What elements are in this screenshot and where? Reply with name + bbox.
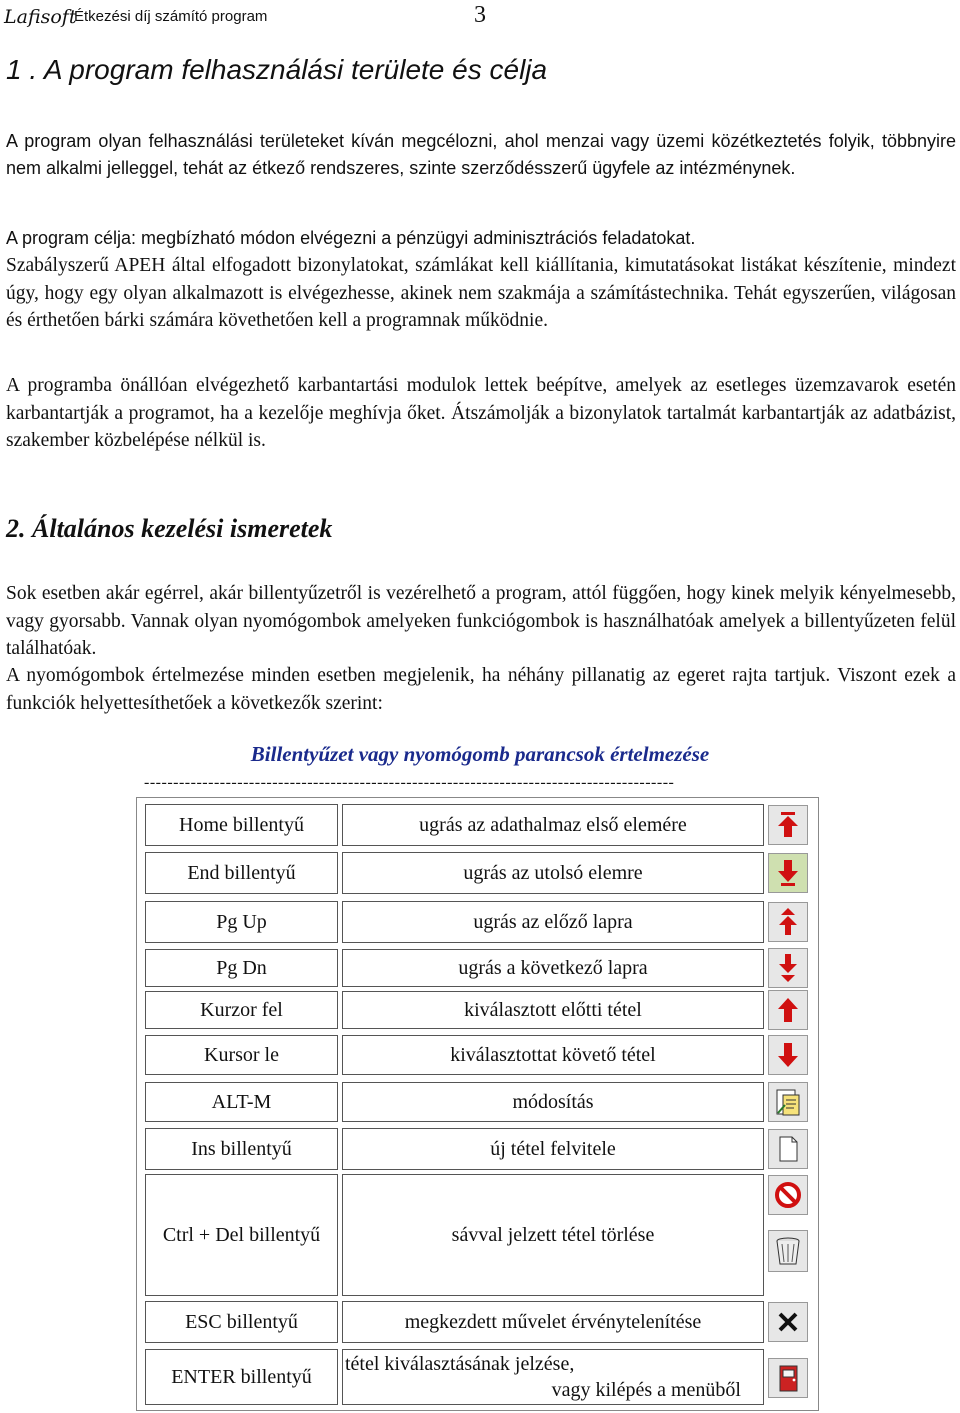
section1-paragraph-4: A programba önállóan elvégezhető karbantartási modulok lettek beépítve, amelyek az esetleges üzemzavarok esetén karbantartják a programot, ha a kezelője meghívja őket. Átszámolják a bizonylatok tartalmát karbantartják az adatbázist, szakember közbelépése nélkül is. [6,375,956,451]
table-row-key: Home billentyű [145,804,338,846]
table-row-desc: ugrás az előző lapra [342,901,764,943]
table-row-key: ESC billentyű [145,1301,338,1343]
arrow-up-top-icon[interactable] [768,805,808,845]
table-row-desc: kiválasztott előtti tétel [342,991,764,1029]
table-row-desc: új tétel felvitele [342,1128,764,1170]
table-row-desc-line2: vagy kilépés a menüből [551,1379,741,1401]
table-row-desc: ugrás a következő lapra [342,949,764,987]
page-number: 3 [474,2,486,28]
table-row-key: Ctrl + Del billentyű [145,1174,338,1296]
table-row-desc: megkezdett művelet érvénytelenítése [342,1301,764,1343]
table-row-key: Ins billentyű [145,1128,338,1170]
section1-paragraph-1: A program olyan felhasználási területeket kíván megcélozni, ahol menzai vagy üzemi közétkeztetés folyik, többnyire nem alkalmi jelleggel, tehát az étkező rendszeres, szinte szerződésszerű ügyfele az intézménynek. [6,131,956,178]
page-header [4,2,954,30]
table-row-desc: kiválasztottat követő tétel [342,1035,764,1075]
table-row-desc-line1: tétel kiválasztásának jelzése, [345,1353,575,1375]
arrow-down-bottom-icon[interactable] [768,853,808,893]
table-row-key: Kurzor fel [145,991,338,1029]
section2-paragraph-2: A nyomógombok értelmezése minden esetben megjelenik, ha néhány pillanatig az egeret rajta tartjuk. Viszont ezek a funkciók helyettesíthetőek a következők szerint: [6,665,956,714]
table-row-desc: ugrás az utolsó elemre [342,852,764,894]
table-row-desc: ugrás az adathalmaz első elemére [342,804,764,846]
table-title: Billentyűzet vagy nyomógomb parancsok értelmezése [250,742,710,766]
close-x-icon[interactable] [768,1302,808,1342]
table-row-desc [342,1349,764,1405]
edit-document-icon[interactable] [768,1082,808,1122]
section1-paragraph-3: Szabályszerű APEH által elfogadott bizonylatokat, számlákat kell kiállítania, kimutatásokat listákat készítenie, mindezt úgy, hogy egy olyan alkalmazott is elvégezhesse, akinek nem szakmája a számítástechnika. Tehát egyszerűen, világosan és érthetően bárki számára követhetően kell a programnak működnie. [6,255,956,331]
arrow-up-page-icon[interactable] [768,902,808,942]
table-row-key: Pg Dn [145,949,338,987]
arrow-down-page-icon[interactable] [768,948,808,988]
table-row-key: ENTER billentyű [145,1349,338,1405]
section2-paragraph-1: Sok esetben akár egérrel, akár billentyűzetről is vezérelhető a program, attól függően, hogy kinek melyik kényelmesebb, vagy gyorsabb. Vannak olyan nyomógombok amelyeken funkciógombok is használhatóak amelyek a billentyűzeten felül találhatóak. [6,583,956,659]
trash-bin-icon[interactable] [768,1230,808,1272]
table-row-desc: módosítás [342,1082,764,1122]
arrow-up-icon[interactable] [768,990,808,1030]
header-title: Étkezési díj számító program [74,8,268,25]
table-row-key: End billentyű [145,852,338,894]
table-row-key: ALT-M [145,1082,338,1122]
section2-heading: 2. Általános kezelési ismeretek [6,514,333,543]
exit-door-icon[interactable] [768,1358,808,1398]
table-row-desc: sávval jelzett tétel törlése [342,1174,764,1296]
arrow-down-icon[interactable] [768,1035,808,1075]
no-entry-icon[interactable] [768,1175,808,1215]
section1-heading: 1 . A program felhasználási területe és célja [6,54,548,85]
table-row-key: Pg Up [145,901,338,943]
dashed-separator: ------------------------------------------------------------------------------------------- [144,774,675,791]
new-document-icon[interactable] [768,1129,808,1169]
brand-logo: Lafisoft [4,6,77,28]
table-row-key: Kursor le [145,1035,338,1075]
section1-paragraph-2: A program célja: megbízható módon elvégezni a pénzügyi adminisztrációs feladatokat. [6,228,696,248]
